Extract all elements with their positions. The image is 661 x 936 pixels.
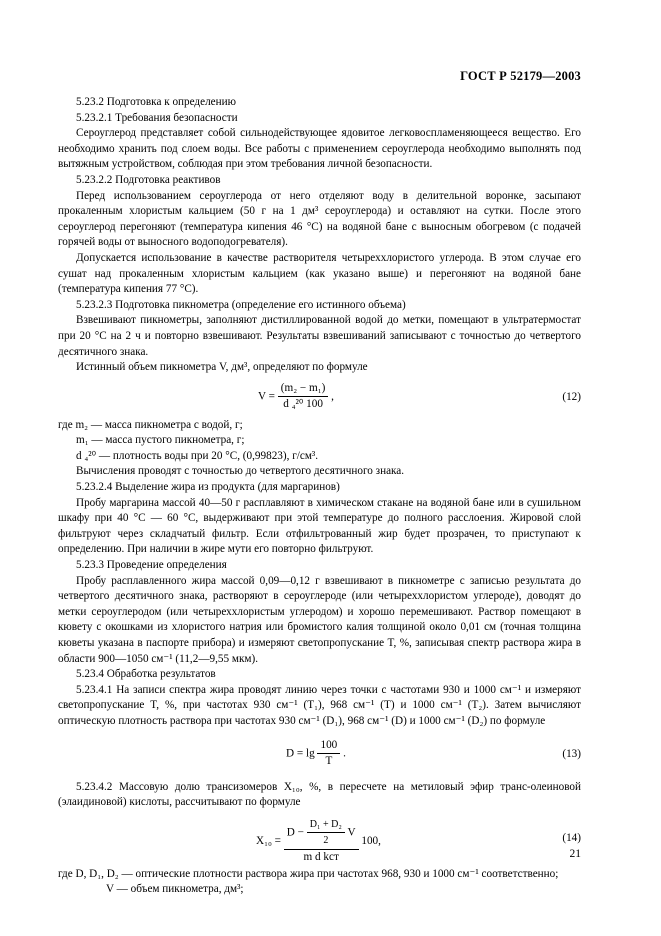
where-line: m₁ — масса пустого пикнометра, г;: [76, 434, 245, 447]
formula-number: (13): [562, 747, 581, 760]
formula-13: [58, 738, 581, 770]
paragraph: Допускается использование в качестве растворителя четыреххлористого углерода. В этом случае его сушат над прокаленным хлористым кальцием (как указано выше) и перегоняют на водяной бане (температура кипения 77 °С).: [58, 251, 581, 296]
formula-fraction: [278, 381, 329, 413]
fraction-denominator: m d kст: [303, 850, 339, 863]
section-heading: 5.23.2.1 Требования безопасности: [76, 111, 238, 124]
paragraph: 5.23.4.1 На записи спектра жира проводят линию через точки с частотами 930 и 1000 см⁻¹ и измеряют светопропускание T, %, при частотах 930 см⁻¹ (T₁), 968 см⁻¹ (T) и 1000 см⁻¹ (T₂). Затем вычисляют оптическую плотность раствора при частотах 930 см⁻¹ (D₁), 968 см⁻¹ (D) и 1000 см⁻¹ (D₂) по формуле: [58, 683, 581, 727]
paragraph: Пробу расплавленного жира массой 0,09—0,12 г взвешивают в пикнометре с записью результата до четвертого десятичного знака, растворяют в сероуглероде (или четыреххлористом углероде), доводят до метки сероуглеродом (или четыреххлористым углеродом) и хорошо перемешивают. Раствор помещают в кювету с окошками из хлористого натрия или бромистого калия толщиной около 0,01 см (точная толщина кюветы указана в паспорте прибора) и измеряют светопропускание T, %, записывая спектр раствора жира в области 900—1050 см⁻¹ (11,2—9,55 мкм).: [58, 574, 581, 665]
formula-tail: 100,: [361, 834, 381, 847]
section-heading: 5.23.2.3 Подготовка пикнометра (определение его истинного объема): [76, 298, 406, 311]
paragraph: Вычисления проводят с точностью до четвертого десятичного знака.: [76, 465, 405, 478]
inner-denominator: 2: [323, 835, 329, 847]
fraction-numerator: [284, 817, 359, 850]
paragraph: Истинный объем пикнометра V, дм³, определяют по формуле: [76, 361, 368, 374]
section-heading: 5.23.2 Подготовка к определению: [76, 96, 236, 108]
paragraph: Взвешивают пикнометры, заполняют дистиллированной водой до метки, помещают в ультратермостат при 20 °С на 2 ч и повторно взвешивают. Результаты взвешиваний записывают с точностью до четвертого десятичного знака.: [58, 314, 581, 358]
inner-numerator: D₁ + D₂: [307, 817, 345, 834]
formula-lhs: D = lg: [286, 747, 315, 760]
section-heading: 5.23.4 Обработка результатов: [76, 668, 216, 681]
page-number: 21: [569, 848, 581, 860]
fraction-denominator: T: [325, 755, 333, 768]
formula-number: (14): [562, 831, 581, 844]
paragraph: Перед использованием сероуглерода от него отделяют воду в делительной воронке, засыпают прокаленным хлористым кальцием (50 г на 1 дм³ сероуглерода) и оставляют на сутки. После этого сероуглерод перегоняют (температура кипения 46 °С) на водяной бане с выносным обогревом (с подачей горячей воды от выносного водоподогревателя).: [58, 189, 581, 249]
fraction-denominator: d ₄²⁰ 100: [283, 398, 323, 411]
where-line: d ₄²⁰ — плотность воды при 20 °С, (0,99823), г/см³.: [76, 449, 319, 462]
fraction-numerator: 100: [317, 738, 340, 755]
where-line: где D, D₁, D₂ — оптические плотности раствора жира при частотах 968, 930 и 1000 см⁻¹ соответственно;: [58, 867, 559, 880]
document-header: ГОСТ Р 52179—2003: [460, 69, 581, 83]
section-heading: 5.23.3 Проведение определения: [76, 559, 227, 572]
paragraph: Сероуглерод представляет собой сильнодействующее ядовитое легковоспламеняющееся вещество. Его необходимо хранить под слоем воды. Все работы с применением сероуглерода необходимо выполнять под вытяжным устройством, соблюдая при этом требования личной безопасности.: [58, 127, 581, 171]
inner-fraction: [307, 817, 345, 849]
numerator-part: D −: [286, 826, 304, 839]
formula-fraction: [317, 738, 340, 770]
formula-lhs: V =: [258, 390, 275, 403]
where-line: V — объем пикнометра, дм³;: [106, 883, 244, 896]
section-heading: 5.23.2.4 Выделение жира из продукта (для маргаринов): [76, 481, 340, 494]
formula-fraction: [284, 817, 359, 866]
formula-tail: .: [343, 747, 346, 760]
formula-lhs: X₁₀ =: [256, 834, 281, 847]
paragraph: Пробу маргарина массой 40—50 г расплавляют в химическом стакане на водяной бане или в сушильном шкафу при 40 °С — 60 °С, выдерживают при этой температуре до полного расслоения. Жировой слой фильтруют через складчатый фильтр. Если отфильтрованный жир будет прозрачен, то приступают к определению. При наличии в жире мути его повторно фильтруют.: [58, 496, 581, 556]
formula-number: (12): [562, 390, 581, 403]
where-line: где m₂ — масса пикнометра с водой, г;: [58, 418, 243, 431]
numerator-part: V: [347, 826, 356, 839]
document-body: [58, 95, 581, 898]
fraction-numerator: (m₂ − m₁): [278, 381, 329, 398]
paragraph: 5.23.4.2 Массовую долю трансизомеров X₁₀, %, в пересчете на метиловый эфир транс-олеиновой (элаидиновой) кислоты, рассчитывают по формуле: [58, 780, 581, 809]
formula-tail: ,: [331, 390, 334, 403]
formula-12: [58, 381, 581, 413]
section-heading: 5.23.2.2 Подготовка реактивов: [76, 173, 221, 186]
formula-14: [58, 817, 581, 861]
